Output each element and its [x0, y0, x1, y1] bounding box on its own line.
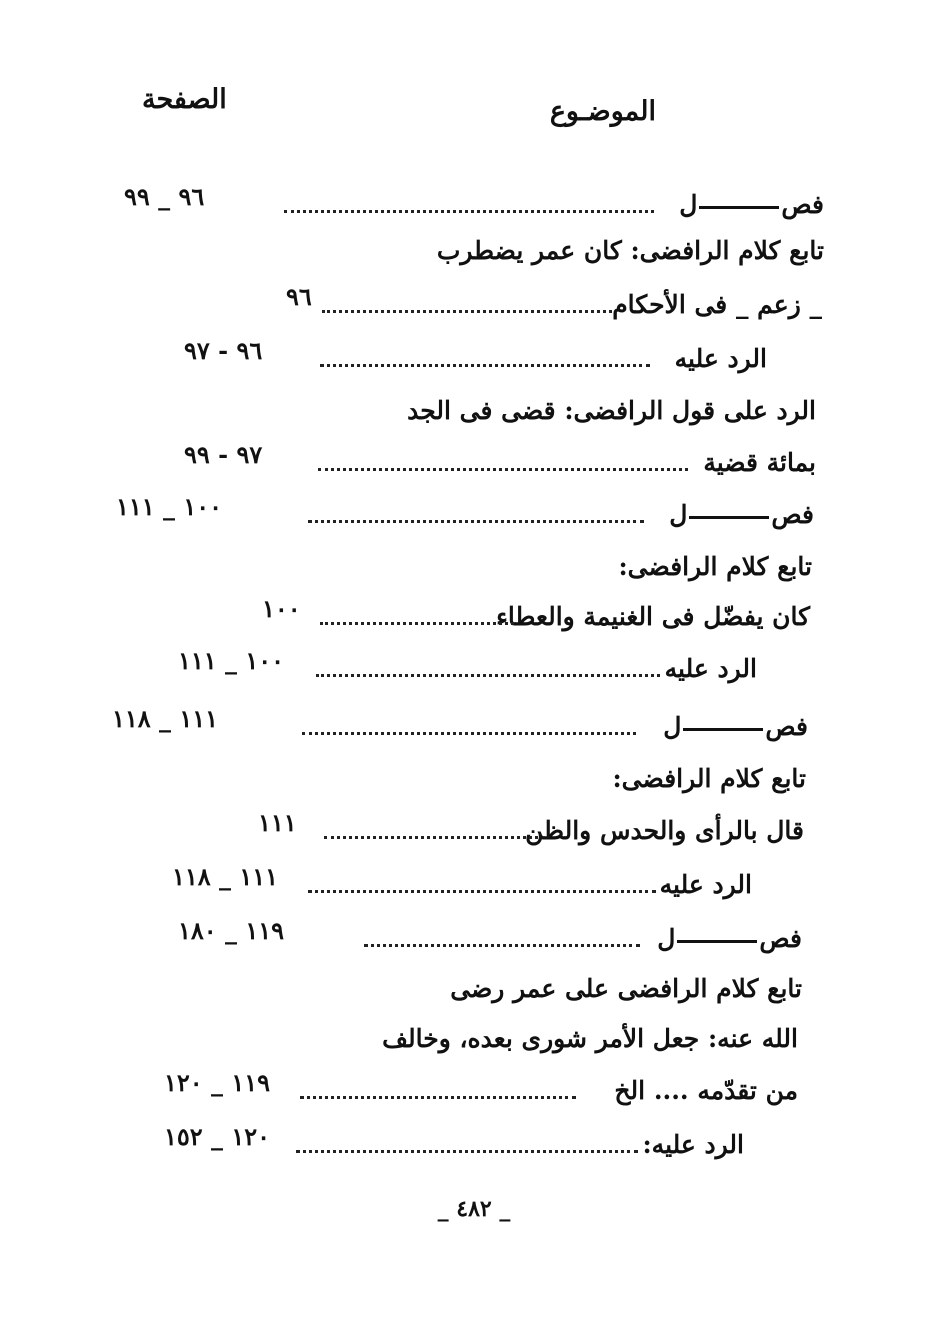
- toc-entry: [112, 552, 812, 596]
- entry-label: تابع كلام الرافضى:: [612, 764, 806, 793]
- entry-label: كان يفضّل فى الغنيمة والعطاء: [496, 602, 810, 631]
- toc-entry: [112, 808, 804, 860]
- fasl-label: فصل: [669, 500, 814, 529]
- entry-label: الرد على قول الرافضى: قضى فى الجد: [407, 396, 816, 425]
- toc-entry: [112, 1024, 798, 1068]
- entry-label: الرد عليه:: [642, 1130, 744, 1159]
- header-topic: الموضـوع: [549, 96, 656, 127]
- leader-dots: [308, 878, 656, 893]
- entry-label: تابع كلام الرافضى: كان عمر يضطرب: [436, 236, 824, 265]
- toc-entry: [112, 764, 806, 808]
- fasl-label: فصل: [657, 924, 802, 953]
- page-range: ١١٩ _ ١٨٠: [178, 916, 285, 945]
- toc-entry: [112, 646, 757, 698]
- leader-dots: [324, 824, 538, 839]
- toc-entry: [112, 336, 767, 388]
- page-number: ١٠٠: [262, 594, 301, 623]
- page-range: ١١٩ _ ١٢٠: [164, 1068, 271, 1097]
- toc-entry: [112, 974, 802, 1018]
- toc-entry-fasl: [112, 704, 808, 756]
- entry-label: تابع كلام الرافضى:: [618, 552, 812, 581]
- page-range: ١١١ _ ١١٨: [112, 704, 219, 733]
- entry-label: الرد عليه: [664, 654, 757, 683]
- toc-entry: [112, 1122, 744, 1174]
- entry-label: من تقدّمه .... الخ: [614, 1076, 798, 1105]
- entry-label: قال بالرأى والحدس والظن: [525, 816, 804, 845]
- leader-dots: [300, 1084, 576, 1099]
- entry-label: _ زعم _ فى الأحكام: [612, 290, 822, 319]
- entry-label: الرد عليه: [674, 344, 767, 373]
- toc-entry-fasl: [112, 492, 814, 544]
- leader-dots: [318, 456, 688, 471]
- leader-dots: [308, 508, 644, 523]
- page-number-footer: _ ٤٨٢ _: [437, 1196, 511, 1222]
- page-range: ١١١ _ ١١٨: [172, 862, 279, 891]
- fasl-label: فصل: [663, 712, 808, 741]
- toc-entry-fasl: [112, 916, 802, 968]
- page-range: ١٠٠ _ ١١١: [178, 646, 285, 675]
- leader-dots: [302, 720, 636, 735]
- toc-entry-fasl: [112, 182, 824, 234]
- page-number: ١١١: [258, 808, 297, 837]
- toc-entry: [112, 236, 824, 280]
- page-number: ٩٦: [286, 282, 312, 311]
- page-range: ٩٦ - ٩٧: [184, 336, 263, 365]
- fasl-label: فصل: [679, 190, 824, 219]
- leader-dots: [320, 610, 514, 625]
- page-range: ٩٦ _ ٩٩: [124, 182, 205, 211]
- entry-label: الرد عليه: [659, 870, 752, 899]
- page-range: ١٢٠ _ ١٥٢: [164, 1122, 271, 1151]
- page-range: ١٠٠ _ ١١١: [116, 492, 223, 521]
- toc-entry: [112, 282, 822, 334]
- toc-entry: [112, 594, 810, 646]
- entry-label: تابع كلام الرافضى على عمر رضى: [450, 974, 802, 1003]
- leader-dots: [316, 662, 660, 677]
- leader-dots: [320, 352, 650, 367]
- leader-dots: [284, 198, 654, 213]
- page-range: ٩٧ - ٩٩: [184, 440, 263, 469]
- entry-label: الله عنه: جعل الأمر شورى بعده، وخالف: [382, 1024, 798, 1053]
- entry-label: بمائة قضية: [703, 448, 816, 477]
- header-page: الصفحة: [142, 84, 227, 115]
- toc-entry: [112, 1068, 798, 1120]
- leader-dots: [364, 932, 640, 947]
- toc-entry: [112, 862, 752, 914]
- leader-dots: [296, 1138, 638, 1153]
- leader-dots: [322, 298, 612, 313]
- toc-entry: [112, 440, 816, 492]
- toc-entry: [112, 396, 816, 440]
